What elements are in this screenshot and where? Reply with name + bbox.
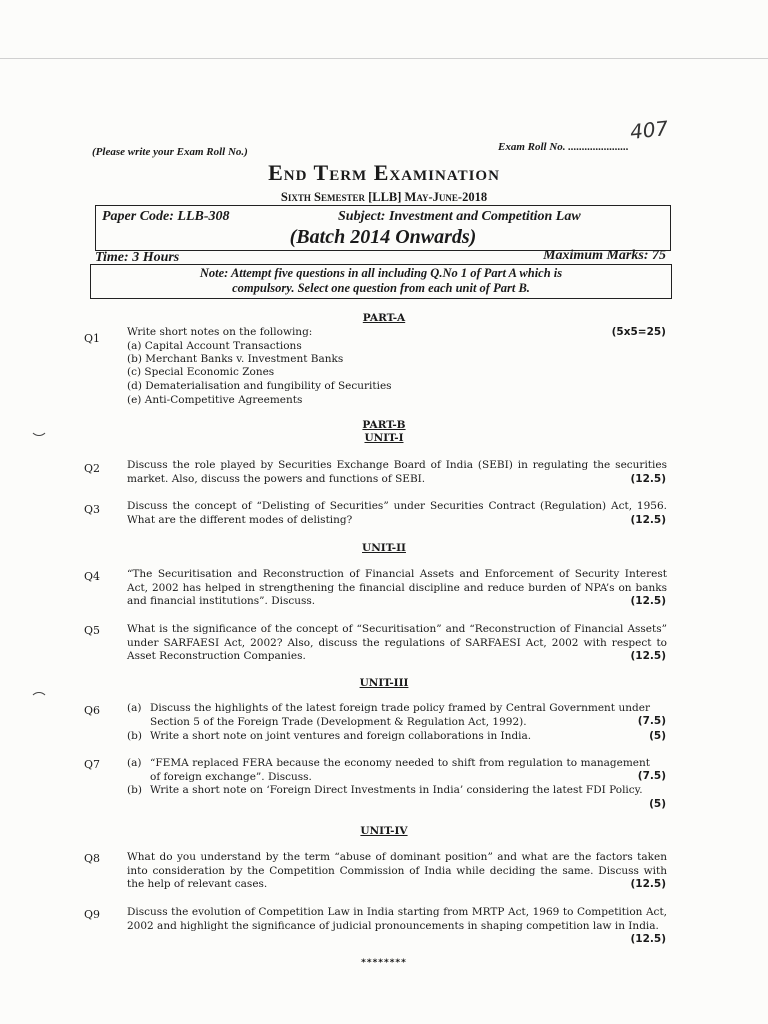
part-b-heading: PART-B (362, 419, 406, 431)
question-text: What do you understand by the term “abuse of dominant position” and what are the factors taken into consideration by the Competition Commission of India while deciding the same. Discuss with the help of relevant cases. (127, 851, 667, 890)
maximum-marks: Maximum Marks: 75 (543, 248, 666, 263)
question-number: Q6 (84, 704, 101, 717)
list-item: (e) Anti-Competitive Agreements (127, 394, 303, 406)
subquestion-text: “FEMA replaced FERA because the economy needed to shift from regulation to management of foreign exchange”. Discuss. (150, 757, 650, 783)
scan-edge-line (0, 58, 768, 59)
unit-heading: UNIT-IV (360, 825, 408, 837)
subquestion-label: (b) (127, 784, 142, 796)
subquestion-label: (b) (127, 730, 142, 742)
unit-heading: UNIT-III (359, 677, 409, 689)
note-box (90, 264, 672, 299)
question-marks: (5) (649, 730, 666, 742)
paper-code: Paper Code: LLB-308 (102, 209, 230, 224)
question-marks: (12.5) (630, 933, 666, 945)
question-marks: (12.5) (630, 473, 666, 485)
note-line-1: Note: Attempt five questions in all including Q.No 1 of Part A which is (199, 266, 563, 280)
list-item: (b) Merchant Banks v. Investment Banks (127, 353, 344, 365)
paper-details-box (95, 205, 671, 251)
exam-title: End Term Examination (268, 160, 500, 185)
question-text: Write short notes on the following: (127, 326, 313, 338)
question-number: Q2 (84, 462, 101, 475)
question-marks: (5x5=25) (611, 326, 666, 338)
question-text: What is the significance of the concept of “Securitisation” and “Reconstruction of Financial Assets” under SARFAESI Act, 2002? Also, discuss the regulations of SARFAESI Act, 2002 with respect to Asset Reconstruction Companies. (127, 623, 667, 662)
unit-heading: UNIT-II (362, 542, 406, 554)
subject: Subject: Investment and Competition Law (338, 209, 581, 224)
unit-heading: UNIT-I (364, 432, 404, 444)
list-item: (a) Capital Account Transactions (127, 340, 302, 352)
question-text: “The Securitisation and Reconstruction of Financial Assets and Enforcement of Security Interest Act, 2002 has helped in strengthening the financial discipline and reduce burden of NPA’s on banks and financial institutions”. Discuss. (127, 568, 667, 607)
roll-number-label: Exam Roll No. ...................... (498, 141, 629, 153)
semester-line: Sixth Semester [LLB] May-June-2018 (280, 190, 488, 204)
list-item: (c) Special Economic Zones (127, 366, 275, 378)
question-marks: (5) (649, 798, 666, 810)
question-number: Q3 (84, 503, 101, 516)
time-allowed: Time: 3 Hours (95, 250, 180, 265)
question-text: Discuss the role played by Securities Exchange Board of India (SEBI) in regulating the securities market. Also, discuss the powers and functions of SEBI. (127, 459, 667, 485)
question-marks: (12.5) (630, 878, 666, 890)
subquestion-label: (a) (127, 702, 142, 714)
scan-mark (30, 692, 48, 710)
subquestion-text: Write a short note on ‘Foreign Direct Investments in India’ considering the latest FDI Policy. (150, 784, 643, 796)
part-a-heading: PART-A (362, 312, 406, 324)
question-number: Q1 (84, 332, 101, 345)
end-marker: ******** (361, 958, 407, 968)
question-number: Q5 (84, 624, 101, 637)
question-marks: (12.5) (630, 650, 666, 662)
question-marks: (12.5) (630, 514, 666, 526)
question-number: Q8 (84, 852, 101, 865)
question-number: Q9 (84, 908, 101, 921)
roll-instruction: (Please write your Exam Roll No.) (92, 146, 248, 158)
note-line-2: compulsory. Select one question from each unit of Part B. (232, 281, 530, 295)
scan-mark (30, 418, 48, 436)
subquestion-label: (a) (127, 757, 142, 769)
handwritten-number: 407 (628, 116, 670, 144)
question-text: Discuss the concept of “Delisting of Securities” under Securities Contract (Regulation) Act, 1956. What are the different modes of delisting? (127, 500, 667, 526)
question-marks: (7.5) (637, 715, 666, 727)
question-marks: (12.5) (630, 595, 666, 607)
question-marks: (7.5) (637, 770, 666, 782)
question-text: Discuss the evolution of Competition Law in India starting from MRTP Act, 1969 to Competition Act, 2002 and highlight the significance of judicial pronouncements in shaping competition law in India. (127, 906, 667, 932)
list-item: (d) Dematerialisation and fungibility of Securities (127, 380, 392, 392)
question-number: Q7 (84, 758, 101, 771)
batch: (Batch 2014 Onwards) (289, 226, 477, 248)
question-number: Q4 (84, 570, 101, 583)
subquestion-text: Discuss the highlights of the latest foreign trade policy framed by Central Government under Section 5 of the Foreign Trade (Development & Regulation Act, 1992). (150, 702, 650, 728)
subquestion-text: Write a short note on joint ventures and foreign collaborations in India. (150, 730, 532, 742)
